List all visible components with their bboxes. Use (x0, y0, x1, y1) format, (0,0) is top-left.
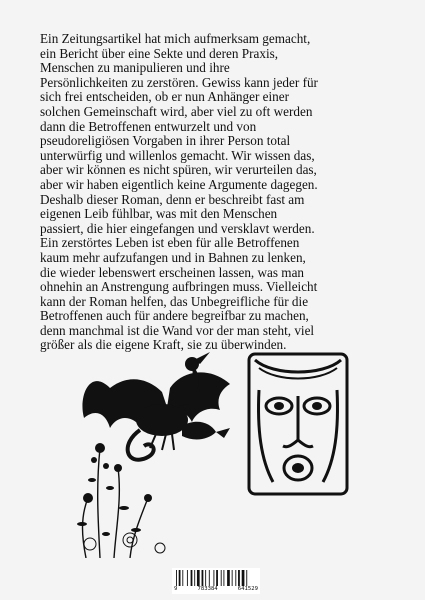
blurb-line: Persönlichkeiten zu zerstören. Gewiss kann jeder für (40, 74, 318, 90)
barcode-bar (216, 570, 218, 586)
blurb-line: aber wir haben eigentlich keine Argumente dagegen. (40, 176, 318, 192)
blurb-line: ohnehin an Anstrengung aufbringen muss. Vielleicht (40, 279, 318, 295)
blurb-line: Deshalb dieser Roman, denn er beschreibt fast am (40, 191, 305, 207)
blurb-line: kaum mehr aufzufangen und in Bahnen zu lenken, (40, 249, 306, 265)
blurb-line: Ein zerstörtes Leben ist eben für alle Betroffenen (40, 235, 300, 251)
barcode-bar (179, 570, 181, 586)
blurb-line: Betroffenen auch für andere begreifbar zu machen, (40, 308, 309, 324)
dragon-and-flowers-illustration (70, 348, 245, 558)
blurb-line: aber wir können es nicht spüren, wir verurteilen das, (40, 162, 317, 178)
barcode-bar (182, 570, 183, 586)
blurb-line: größer als die eigene Kraft, sie zu überwinden. (40, 337, 287, 353)
barcode-bar (238, 570, 240, 586)
barcode-bar (232, 570, 233, 586)
blurb-line: ein Bericht über eine Sekte und deren Praxis, (40, 45, 279, 61)
barcode-bar (242, 570, 245, 586)
barcode-bar (205, 570, 206, 586)
barcode-digits (172, 586, 260, 592)
barcode-bar (223, 570, 224, 586)
barcode-bar (235, 570, 236, 586)
barcode-digit-group: 9 (174, 586, 178, 592)
blurb-line: die wieder lebenswert erscheinen lassen, was man (40, 264, 305, 280)
barcode-bar (194, 570, 195, 586)
barcode-bar (213, 570, 214, 586)
barcode-bar (176, 570, 177, 586)
blurb-line: denn manchmal ist die Wand vor der man steht, viel (40, 322, 315, 338)
barcode-bar (221, 570, 222, 586)
blurb-line: Ein Zeitungsartikel hat mich aufmerksam gemacht, (40, 31, 311, 46)
blurb-line: eigenen Leib fühlbar, was mit den Menschen (40, 206, 278, 222)
barcode-digit-group: 641529 (237, 586, 258, 592)
blurb-line: unterwürfig und willenlos gemacht. Wir wissen das, (40, 147, 315, 163)
blurb-line: passiert, die hier eingefangen und versklavt werden. (40, 220, 315, 236)
blurb-line: pseudoreligiösen Vorgaben in ihrer Person total (40, 133, 291, 149)
barcode-bar (187, 570, 188, 586)
blurb-line: dann die Betroffenen entwurzelt und von (40, 118, 257, 134)
blurb-line: Menschen zu manipulieren und ihre (40, 60, 230, 76)
blurb-line: kann der Roman helfen, das Unbegreifliche für die (40, 293, 309, 309)
barcode-bar (191, 570, 193, 586)
barcode-bar (209, 570, 210, 586)
blurb-line: solchen Gemeinschaft wird, aber viel zu oft werden (40, 103, 313, 119)
carved-mask-icon (243, 350, 353, 500)
blurb-line: sich frei entscheiden, ob er nun Anhänger einer (40, 89, 290, 105)
barcode-bar (202, 570, 204, 586)
blurb-text (40, 32, 392, 353)
barcode-bar (227, 570, 230, 586)
barcode-bar (246, 570, 247, 586)
barcode-digit-group: 783384 (197, 586, 218, 592)
barcode-bar (197, 570, 200, 586)
